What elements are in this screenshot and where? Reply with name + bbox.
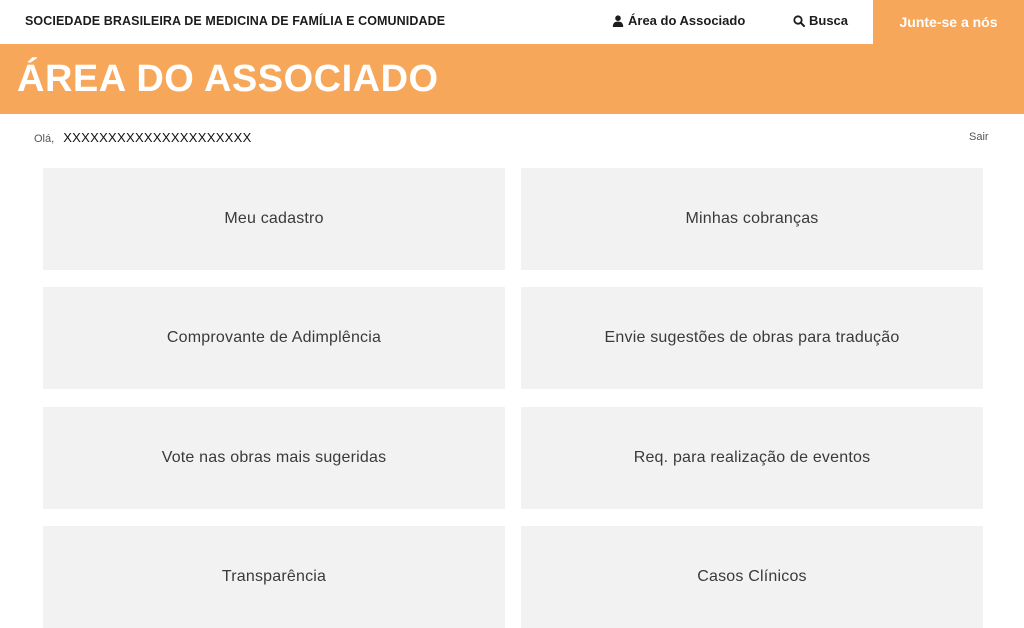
menu-card-comprovante-adimplencia[interactable]: Comprovante de Adimplência (43, 287, 505, 389)
user-greeting (34, 130, 252, 145)
menu-card-req-eventos[interactable]: Req. para realização de eventos (521, 407, 983, 509)
user-name: XXXXXXXXXXXXXXXXXXXXX (63, 130, 252, 145)
top-navigation-bar (0, 0, 1024, 44)
menu-card-meu-cadastro[interactable]: Meu cadastro (43, 168, 505, 270)
page-banner (0, 44, 1024, 114)
menu-card-vote-obras[interactable]: Vote nas obras mais sugeridas (43, 407, 505, 509)
search-link[interactable] (793, 13, 848, 28)
join-button[interactable]: Junte-se a nós (873, 0, 1024, 44)
member-area-label: Área do Associado (628, 13, 746, 28)
member-area-link[interactable] (612, 13, 745, 28)
menu-card-casos-clinicos[interactable]: Casos Clínicos (521, 526, 983, 628)
greeting-label: Olá, (34, 133, 55, 145)
menu-card-transparencia[interactable]: Transparência (43, 526, 505, 628)
search-label: Busca (809, 13, 849, 28)
search-icon (793, 15, 805, 27)
menu-card-sugestoes-traducao[interactable]: Envie sugestões de obras para tradução (521, 287, 983, 389)
user-icon (612, 15, 624, 27)
page-title: ÁREA DO ASSOCIADO (17, 58, 439, 100)
logout-link[interactable]: Sair (969, 131, 989, 143)
site-name[interactable]: SOCIEDADE BRASILEIRA DE MEDICINA DE FAMÍLIA E COMUNIDADE (25, 14, 446, 28)
menu-card-minhas-cobrancas[interactable]: Minhas cobranças (521, 168, 983, 270)
